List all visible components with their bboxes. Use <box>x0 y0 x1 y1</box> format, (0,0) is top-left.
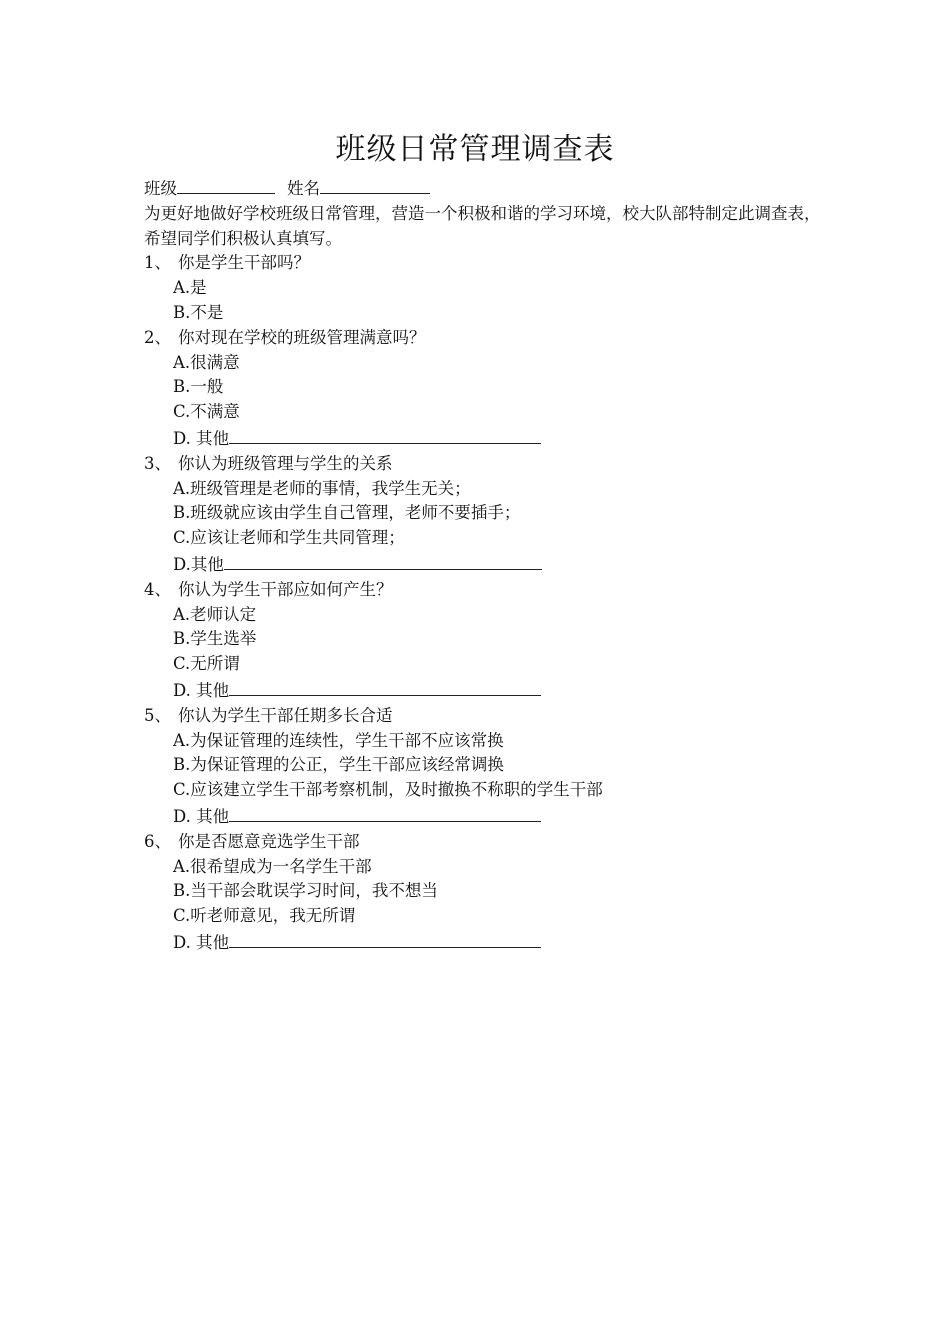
option-2b[interactable] <box>144 375 834 400</box>
question-number: 6、 <box>144 831 171 851</box>
option-prefix: B. <box>173 377 191 397</box>
option-text: 为保证管理的连续性，学生干部不应该常换 <box>190 730 504 750</box>
option-prefix: D. <box>173 554 191 574</box>
option-3a[interactable] <box>144 477 834 502</box>
option-text: 不是 <box>190 302 224 322</box>
option-prefix: C. <box>173 528 191 548</box>
question-4 <box>144 578 834 603</box>
intro-text: 为更好地做好学校班级日常管理，营造一个积极和谐的学习环境，校大队部特制定此调查表，希望同学们积极认真填写。 <box>144 203 821 248</box>
option-prefix: A. <box>173 730 191 750</box>
question-1 <box>144 251 834 276</box>
survey-body <box>144 175 834 956</box>
option-prefix: D. <box>173 680 197 700</box>
question-6 <box>144 830 834 855</box>
option-text: 很希望成为一名学生干部 <box>190 856 372 876</box>
option-prefix: A. <box>173 352 191 372</box>
option-text: 学生选举 <box>190 629 257 649</box>
option-5c[interactable] <box>144 778 834 803</box>
question-text: 你认为学生干部任期多长合适 <box>178 705 393 725</box>
option-prefix: B. <box>173 755 191 775</box>
option-prefix: A. <box>173 478 191 498</box>
question-number: 4、 <box>144 579 171 599</box>
option-text: 老师认定 <box>190 604 257 624</box>
question-text: 你是学生干部吗？ <box>178 253 310 273</box>
question-number: 2、 <box>144 327 171 347</box>
option-prefix: B. <box>173 503 191 523</box>
option-text: 不满意 <box>190 402 240 422</box>
option-3c[interactable] <box>144 526 834 551</box>
option-text: 其他 <box>196 680 230 700</box>
option-prefix: D. <box>173 428 197 448</box>
header-fields <box>144 175 834 202</box>
option-text: 听老师意见，我无所谓 <box>190 906 356 926</box>
question-number: 1、 <box>144 253 171 273</box>
option-text: 无所谓 <box>190 654 240 674</box>
option-text: 为保证管理的公正，学生干部应该经常调换 <box>190 755 504 775</box>
option-6d[interactable] <box>144 929 834 956</box>
question-number: 5、 <box>144 705 171 725</box>
option-3d[interactable] <box>144 551 834 578</box>
option-3b[interactable] <box>144 501 834 526</box>
question-text: 你对现在学校的班级管理满意吗？ <box>178 327 426 347</box>
page-title: 班级日常管理调查表 <box>335 132 615 167</box>
option-text: 很满意 <box>190 352 240 372</box>
option-4a[interactable] <box>144 603 834 628</box>
option-1b[interactable] <box>144 301 834 326</box>
option-2a[interactable] <box>144 351 834 376</box>
question-text: 你认为班级管理与学生的关系 <box>178 453 393 473</box>
question-2 <box>144 326 834 351</box>
name-label: 姓名 <box>287 179 320 198</box>
option-text: 班级就应该由学生自己管理，老师不要插手； <box>190 503 521 523</box>
option-text: 应该让老师和学生共同管理； <box>190 528 405 548</box>
option-prefix: C. <box>173 906 191 926</box>
option-prefix: A. <box>173 278 191 298</box>
option-text: 其他 <box>196 428 230 448</box>
option-4d[interactable] <box>144 677 834 704</box>
option-text: 班级管理是老师的事情，我学生无关； <box>190 478 471 498</box>
class-field[interactable] <box>177 175 275 194</box>
other-answer-field[interactable] <box>229 425 541 444</box>
option-prefix: B. <box>173 629 191 649</box>
option-text: 应该建立学生干部考察机制，及时撤换不称职的学生干部 <box>190 780 603 800</box>
option-prefix: D. <box>173 932 197 952</box>
option-prefix: C. <box>173 780 191 800</box>
question-text: 你认为学生干部应如何产生？ <box>178 579 393 599</box>
question-5 <box>144 704 834 729</box>
question-number: 3、 <box>144 453 171 473</box>
option-prefix: D. <box>173 806 197 826</box>
option-text: 其他 <box>190 554 224 574</box>
option-5a[interactable] <box>144 729 834 754</box>
option-2c[interactable] <box>144 400 834 425</box>
question-text: 你是否愿意竞选学生干部 <box>178 831 360 851</box>
option-text: 当干部会耽误学习时间，我不想当 <box>190 881 438 901</box>
option-2d[interactable] <box>144 425 834 452</box>
option-text: 是 <box>190 278 207 298</box>
option-prefix: B. <box>173 302 191 322</box>
option-prefix: B. <box>173 881 191 901</box>
option-1a[interactable] <box>144 276 834 301</box>
other-answer-field[interactable] <box>224 551 542 570</box>
other-answer-field[interactable] <box>229 803 541 822</box>
option-4b[interactable] <box>144 627 834 652</box>
option-prefix: C. <box>173 654 191 674</box>
option-6c[interactable] <box>144 904 834 929</box>
other-answer-field[interactable] <box>229 929 541 948</box>
option-5d[interactable] <box>144 803 834 830</box>
option-6a[interactable] <box>144 855 834 880</box>
option-prefix: A. <box>173 604 191 624</box>
option-prefix: C. <box>173 402 191 422</box>
option-5b[interactable] <box>144 753 834 778</box>
option-6b[interactable] <box>144 879 834 904</box>
name-field[interactable] <box>320 175 430 194</box>
option-text: 其他 <box>196 806 230 826</box>
question-3 <box>144 452 834 477</box>
option-4c[interactable] <box>144 652 834 677</box>
other-answer-field[interactable] <box>229 677 541 696</box>
option-prefix: A. <box>173 856 191 876</box>
option-text: 其他 <box>196 932 230 952</box>
option-text: 一般 <box>190 377 224 397</box>
class-label: 班级 <box>144 179 177 198</box>
